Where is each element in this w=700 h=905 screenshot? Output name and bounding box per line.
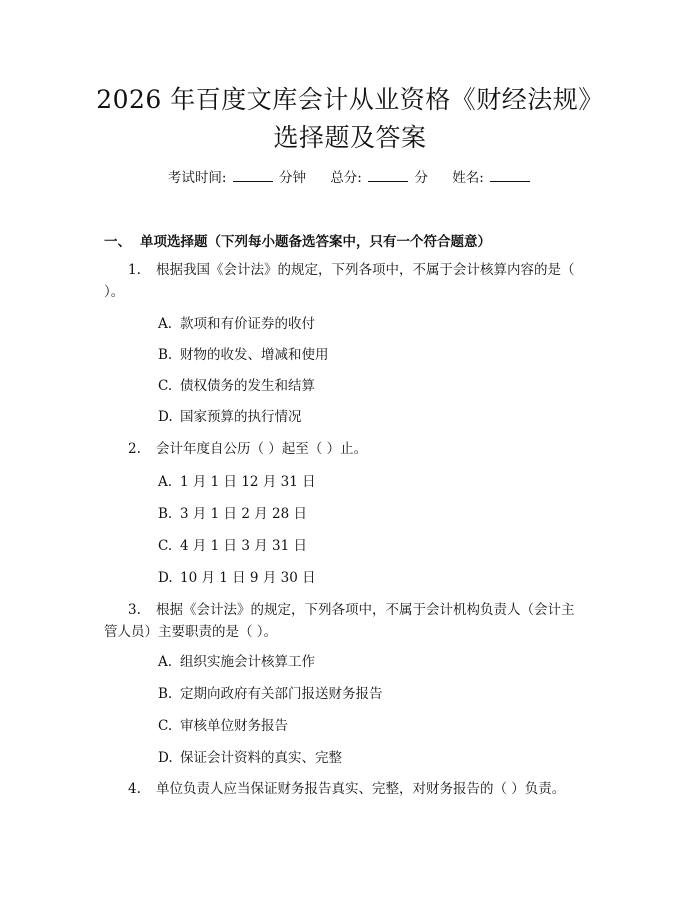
option-letter: B. [158,686,173,702]
document-title-line-1: 2026 年百度文库会计从业资格《财经法规》 [96,85,604,114]
question-3-option-b [158,684,383,704]
option-text: 款项和有价证券的收付 [180,316,315,332]
exam-time-blank [233,169,273,182]
option-text: 定期向政府有关部门报送财务报告 [180,686,383,702]
question-3 [104,599,580,643]
option-text: 债权债务的发生和结算 [180,378,315,394]
option-text: 组织实施会计核算工作 [180,654,315,670]
option-text: 10 月 1 日 9 月 30 日 [180,570,316,586]
option-letter: A. [158,474,173,490]
total-score-blank [368,169,408,182]
question-number: 2. [128,441,141,457]
option-letter: D. [158,750,173,766]
exam-time-unit: 分钟 [279,170,307,186]
question-text: 单位负责人应当保证财务报告真实、完整，对财务报告的（ ）负责。 [156,781,566,797]
option-text: 国家预算的执行情况 [180,409,302,425]
option-text: 保证会计资料的真实、完整 [180,750,342,766]
exam-time-label: 考试时间: [167,170,227,186]
question-1 [104,259,580,303]
name-field [452,168,532,188]
option-letter: C. [158,538,173,554]
question-2-option-a [158,472,316,492]
question-number: 1. [128,262,141,278]
question-2 [104,438,580,460]
question-1-option-a [158,314,315,334]
question-3-option-a [158,652,315,672]
total-score-unit: 分 [414,170,428,186]
question-2-option-d [158,568,316,588]
question-number: 4. [128,781,141,797]
option-letter: D. [158,570,173,586]
question-text: 根据《会计法》的规定，下列各项中，不属于会计机构负责人（会计主管人员）主要职责的是（ ）。 [104,602,575,640]
total-score-label: 总分: [330,170,362,186]
exam-time-field [168,168,306,188]
question-2-option-c [158,536,307,556]
question-1-option-d [158,407,302,427]
option-letter: A. [158,654,173,670]
option-text: 财物的收发、增减和使用 [180,347,329,363]
option-text: 3 月 1 日 2 月 28 日 [180,506,307,522]
option-text: 4 月 1 日 3 月 31 日 [180,538,307,554]
question-1-option-c [158,376,315,396]
option-letter: D. [158,409,173,425]
question-2-option-b [158,504,307,524]
exam-meta-row [0,168,700,188]
option-letter: C. [158,378,173,394]
document-title-line-2: 选择题及答案 [273,123,427,152]
section-title: 单项选择题（下列每小题备选答案中，只有一个符合题意） [140,234,491,250]
total-score-field [330,168,428,188]
question-4 [104,778,580,800]
option-letter: C. [158,718,173,734]
question-3-option-d [158,748,342,768]
option-letter: A. [158,316,173,332]
section-heading [104,232,491,252]
question-3-option-c [158,716,288,736]
name-blank [490,169,530,182]
option-letter: B. [158,347,173,363]
question-1-option-b [158,345,329,365]
option-text: 审核单位财务报告 [180,718,288,734]
question-text: 会计年度自公历（ ）起至（ ）止。 [156,441,368,457]
question-number: 3. [128,602,141,618]
name-label: 姓名: [452,170,484,186]
option-letter: B. [158,506,173,522]
question-text: 根据我国《会计法》的规定，下列各项中，不属于会计核算内容的是（ ）。 [104,262,575,300]
option-text: 1 月 1 日 12 月 31 日 [180,474,316,490]
section-number: 一、 [104,234,131,250]
